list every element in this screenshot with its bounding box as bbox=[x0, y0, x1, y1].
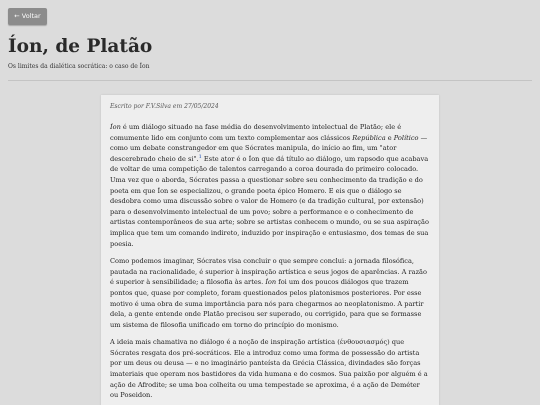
paragraph-text: e bbox=[385, 133, 394, 142]
paragraph-text: foi um dos poucos diálogos que trazem pontos que, quase por completo, foram questionados pelos platonismos posteriores. Por esse motivo é uma obra de suma importância para nós para chegarmos ao neoplatonismo. A partir dela, a gente entende onde Platão precisou ser superado, ou corrigido, para que se formasse um sistema de filosofia unificado em torno do princípio do monismo. bbox=[110, 278, 424, 329]
work-title-ion: Íon bbox=[265, 278, 277, 287]
paragraph-text: — como um debate constrangedor em que Sócrates manipula, do início ao fim, um "ator descerebrado cheio de si". bbox=[110, 133, 428, 163]
work-title-ion: Íon bbox=[110, 123, 121, 131]
article-paragraph-2 bbox=[110, 256, 430, 330]
work-title-republica: República bbox=[352, 133, 386, 142]
article-card bbox=[101, 95, 439, 405]
article-byline: Escrito por F.V.Silva em 27/05/2024 bbox=[110, 103, 219, 110]
paragraph-text: é um diálogo situado na fase média do desenvolvimento intelectual de Platão; ele é comumente lido em conjunto com um texto complementar aos clássicos bbox=[110, 123, 402, 142]
paragraph-text: Como podemos imaginar, Sócrates visa concluir o que sempre conclui: a jornada filosófica, pautada na racionalidade, é superior à inspiração artística e seus jogos de aparências. A razão é superior à sensibilidade; a filosofia às artes. bbox=[110, 257, 427, 287]
page-title: Íon, de Platão bbox=[8, 36, 153, 57]
footnote-link[interactable]: 1 bbox=[198, 153, 202, 160]
back-button[interactable]: ← Voltar bbox=[8, 8, 47, 25]
paragraph-text: Este ator é o Íon que dá título ao diálogo, um rapsodo que acabava de voltar de uma competição de talentos carregando a coroa dourada do primeiro colocado. Uma vez que o aborda, Sócrates passa a questionar sobre seu conhecimento da tradição e do poeta em que Íon se especializou, o grande poeta épico Homero. E eis que o diálogo se desdobra como uma discussão sobre o valor de Homero (e da tradição cultural, por extensão) para o desenvolvimento intelectual de um povo; sobre a performance e o conhecimento de artistas contemporâneos de sua arte; sobre se artistas conhecem o mundo, ou se sua aspiração implica que tem um comando indireto, induzido por inspiração e entusiasmo, dos temas de sua poesia. bbox=[110, 154, 429, 248]
article-paragraph-3: A ideia mais chamativa no diálogo é a noção de inspiração artística (ένθουσιασμός) que Sócrates resgata dos pré-socráticos. Ele a introduz como uma forma de possessão do artista por um deus ou deusa — e no imaginário panteísta da Grécia Clássica, divindades são forças imateriais que operam nos bastidores da vida humana e do cosmos. Sua paixão por alguém é a ação de Afrodite; se uma boa colheita ou uma tempestade se aproxima, é a ação de Deméter ou Poseidon. bbox=[110, 338, 428, 400]
header-divider bbox=[8, 80, 532, 81]
page-subtitle: Os limites da dialética socrática: o caso de Íon bbox=[8, 63, 150, 70]
work-title-politico: Político bbox=[393, 133, 419, 142]
article-paragraph-1 bbox=[110, 122, 430, 249]
